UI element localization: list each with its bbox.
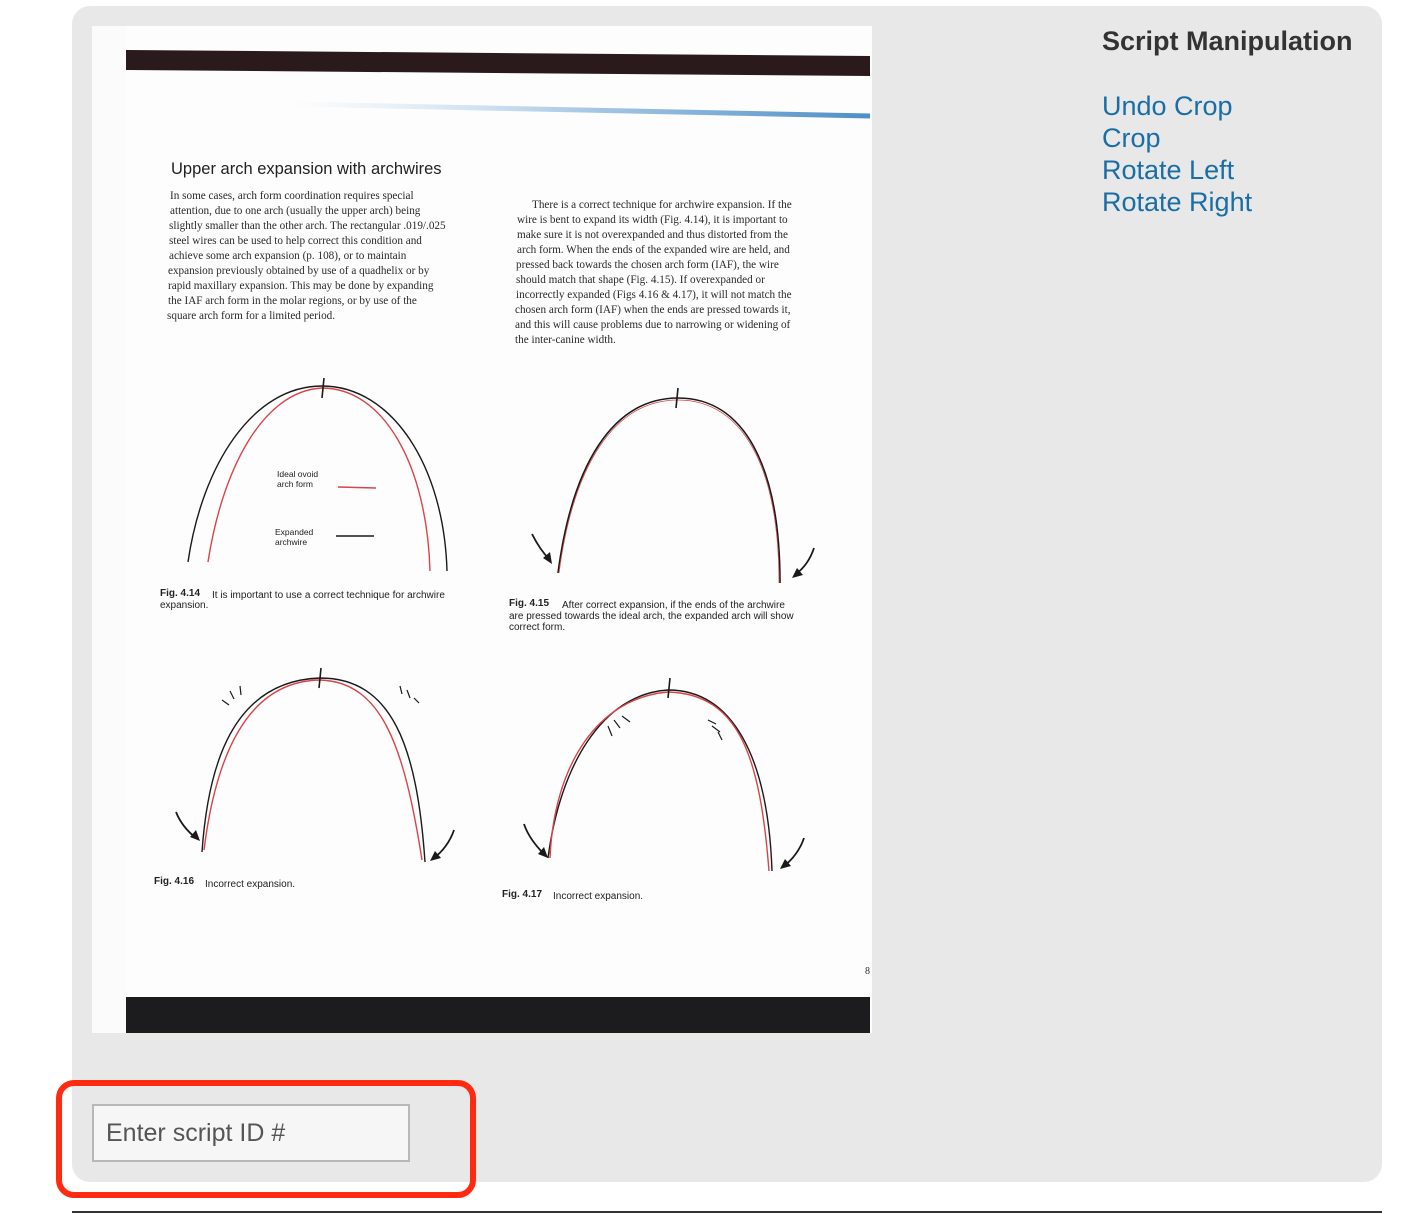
scan-bottom-border: [126, 997, 870, 1033]
text-column-left: [167, 190, 446, 322]
svg-text:In some cases, arch form coord: In some cases, arch form coordination requires special: [170, 190, 414, 202]
svg-text:Fig. 4.14: Fig. 4.14: [160, 588, 201, 599]
svg-text:attention, due to one arch (us: attention, due to one arch (usually the upper arch) being: [170, 205, 421, 217]
svg-text:archwire: archwire: [275, 537, 308, 547]
svg-text:Fig. 4.17: Fig. 4.17: [502, 889, 543, 900]
svg-text:and this will cause problems d: and this will cause problems due to narrowing or widening of: [515, 319, 791, 331]
svg-text:Incorrect expansion.: Incorrect expansion.: [553, 891, 644, 902]
rotate-left-link[interactable]: Rotate Left: [1102, 155, 1235, 185]
svg-text:the inter-canine width.: the inter-canine width.: [515, 334, 616, 346]
svg-text:chosen arch form (IAF) when th: chosen arch form (IAF) when the ends are pressed towards it,: [515, 304, 791, 316]
svg-text:Fig. 4.15: Fig. 4.15: [509, 598, 550, 609]
svg-text:arch form. When the ends of th: arch form. When the ends of the expanded wire are held, and: [517, 244, 790, 256]
svg-text:the IAF arch form in the molar: the IAF arch form in the molar regions, or by use of the: [168, 295, 417, 307]
bottom-divider: [72, 1211, 1382, 1213]
svg-text:pressed back towards the chose: pressed back towards the chosen arch form (IAF), the wire: [516, 259, 779, 271]
page-heading: Upper arch expansion with archwires: [171, 160, 442, 178]
text-column-right: [515, 199, 792, 346]
sidebar-title: Script Manipulation: [1102, 26, 1353, 56]
svg-text:It is important to use a corre: It is important to use a correct technique for archwire: [212, 590, 445, 601]
svg-text:There is a correct technique f: There is a correct technique for archwire expansion. If the: [532, 199, 792, 211]
script-id-input[interactable]: [92, 1104, 410, 1162]
svg-text:Ideal ovoid: Ideal ovoid: [277, 469, 319, 479]
figure-captions: [160, 588, 794, 633]
svg-text:expansion.: expansion.: [160, 600, 209, 611]
svg-text:rapid maxillary expansion. Thi: rapid maxillary expansion. This may be done by expanding: [168, 280, 434, 292]
crop-link[interactable]: Crop: [1102, 123, 1161, 153]
svg-text:expansion previously obtained: expansion previously obtained by use of a quadhelix or by: [168, 265, 430, 277]
figure-4-14-arch-diagram: [188, 378, 447, 571]
scan-top-border: [126, 50, 870, 76]
svg-text:After correct expansion, if th: After correct expansion, if the ends of the archwire: [562, 600, 785, 611]
svg-text:Fig. 4.16: Fig. 4.16: [154, 876, 195, 887]
undo-crop-link[interactable]: Undo Crop: [1102, 91, 1233, 121]
svg-text:incorrectly expanded (Figs 4.1: incorrectly expanded (Figs 4.16 & 4.17), it will not match the: [516, 289, 792, 301]
script-actions-menu: [1102, 90, 1252, 218]
figure-4-16-arch-diagram: [154, 668, 454, 890]
svg-text:make sure it is not overexpand: make sure it is not overexpanded and thus distorted from the: [517, 229, 788, 241]
svg-text:steel wires can be used to hel: steel wires can be used to help correct this condition and: [169, 235, 422, 247]
svg-text:achieve some arch expansion (p: achieve some arch expansion (p. 108), or to maintain: [169, 250, 407, 262]
svg-text:square arch form for a limited: square arch form for a limited period.: [167, 310, 336, 322]
page-number: 8: [865, 966, 870, 977]
svg-text:arch form: arch form: [277, 479, 313, 489]
svg-text:Expanded: Expanded: [275, 527, 314, 537]
rotate-right-link[interactable]: Rotate Right: [1102, 187, 1253, 217]
svg-text:are pressed towards the ideal: are pressed towards the ideal arch, the expanded arch will show: [509, 611, 794, 622]
svg-text:Incorrect expansion.: Incorrect expansion.: [205, 879, 296, 890]
scanned-page-image: [92, 26, 872, 1033]
svg-text:correct form.: correct form.: [509, 622, 566, 633]
figure-4-15-arch-diagram: [532, 388, 814, 583]
svg-text:should match that shape (Fig.: should match that shape (Fig. 4.15). If overexpanded or: [516, 274, 765, 286]
figure-4-17-arch-diagram: [502, 678, 804, 902]
svg-text:slightly smaller than the othe: slightly smaller than the other arch. The rectangular .019/.025: [169, 220, 446, 232]
svg-text:wire is bent to expand its wid: wire is bent to expand its width (Fig. 4.14), it is important to: [517, 214, 788, 226]
